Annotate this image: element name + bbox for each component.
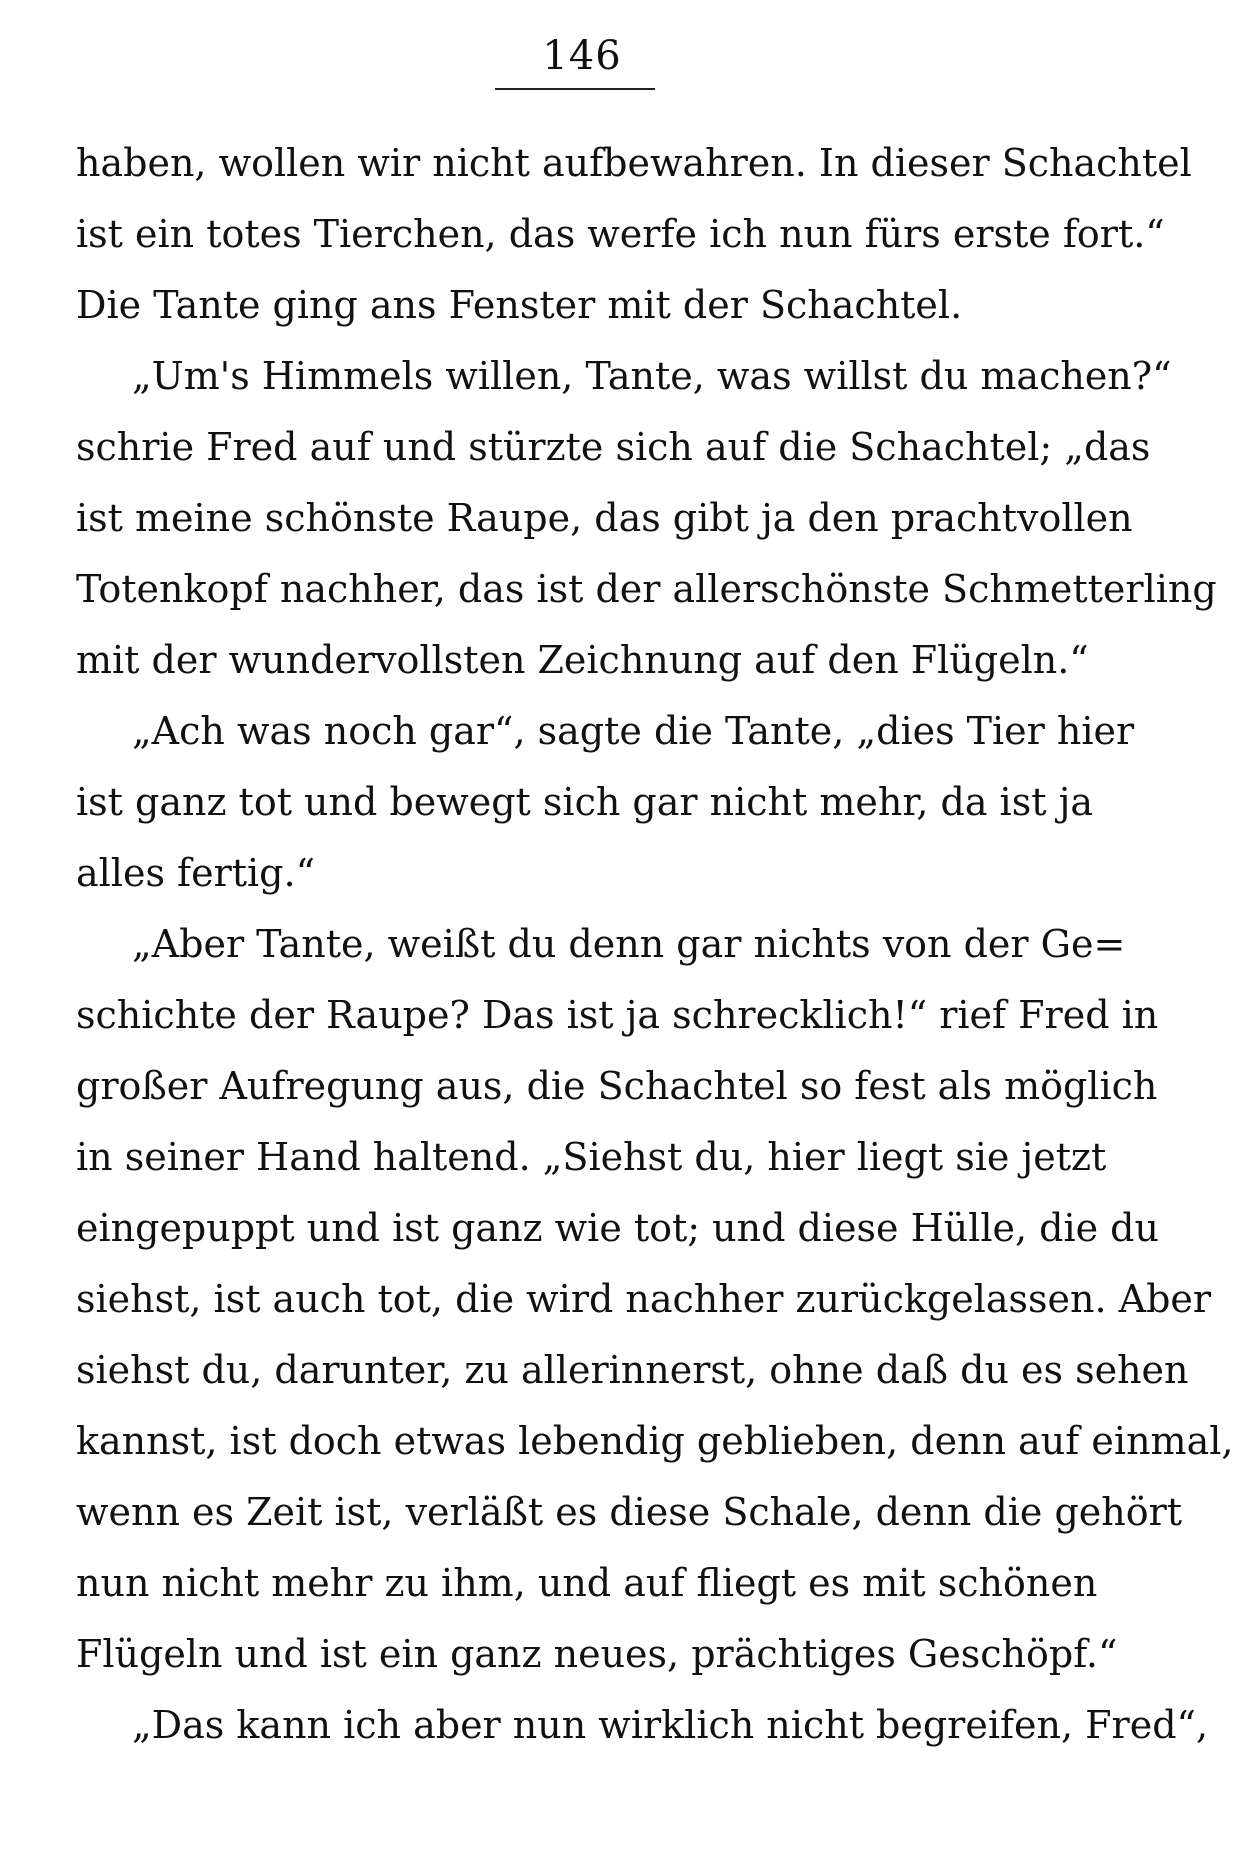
text-line: mit der wundervollsten Zeichnung auf den Flügeln.“ bbox=[76, 638, 1089, 682]
page-number: 146 bbox=[542, 33, 622, 79]
text-line: ist meine schönste Raupe, das gibt ja den prachtvollen bbox=[76, 496, 1133, 540]
text-line: Flügeln und ist ein ganz neues, prächtiges Geschöpf.“ bbox=[76, 1632, 1118, 1676]
header-rule bbox=[495, 88, 655, 90]
text-line: schrie Fred auf und stürzte sich auf die Schachtel; „das bbox=[76, 425, 1151, 469]
text-line: siehst, ist auch tot, die wird nachher zurückgelassen. Aber bbox=[76, 1277, 1212, 1321]
text-line: Die Tante ging ans Fenster mit der Schachtel. bbox=[76, 283, 963, 327]
body-text bbox=[76, 128, 1233, 1761]
text-line: großer Aufregung aus, die Schachtel so fest als möglich bbox=[76, 1064, 1158, 1108]
text-line: alles fertig.“ bbox=[76, 851, 316, 895]
text-line: Totenkopf nachher, das ist der allerschönste Schmetterling bbox=[76, 567, 1217, 611]
text-line: nun nicht mehr zu ihm, und auf fliegt es mit schönen bbox=[76, 1561, 1098, 1605]
text-line: siehst du, darunter, zu allerinnerst, ohne daß du es sehen bbox=[76, 1348, 1189, 1392]
text-line: kannst, ist doch etwas lebendig geblieben, denn auf einmal, bbox=[76, 1419, 1233, 1463]
text-line: „Um's Himmels willen, Tante, was willst du machen?“ bbox=[132, 354, 1172, 398]
text-line: in seiner Hand haltend. „Siehst du, hier liegt sie jetzt bbox=[76, 1135, 1107, 1179]
text-line: ist ganz tot und bewegt sich gar nicht mehr, da ist ja bbox=[76, 780, 1094, 824]
text-line: wenn es Zeit ist, verläßt es diese Schale, denn die gehört bbox=[76, 1490, 1183, 1534]
text-line: schichte der Raupe? Das ist ja schrecklich!“ rief Fred in bbox=[76, 993, 1159, 1037]
text-line: „Das kann ich aber nun wirklich nicht begreifen, Fred“, bbox=[132, 1703, 1209, 1747]
text-line: eingepuppt und ist ganz wie tot; und diese Hülle, die du bbox=[76, 1206, 1159, 1250]
text-line: ist ein totes Tierchen, das werfe ich nun fürs erste fort.“ bbox=[76, 212, 1165, 256]
text-line: „Ach was noch gar“, sagte die Tante, „dies Tier hier bbox=[132, 709, 1135, 753]
text-line: „Aber Tante, weißt du denn gar nichts von der Ge= bbox=[132, 922, 1126, 966]
text-line: haben, wollen wir nicht aufbewahren. In dieser Schachtel bbox=[76, 141, 1192, 185]
